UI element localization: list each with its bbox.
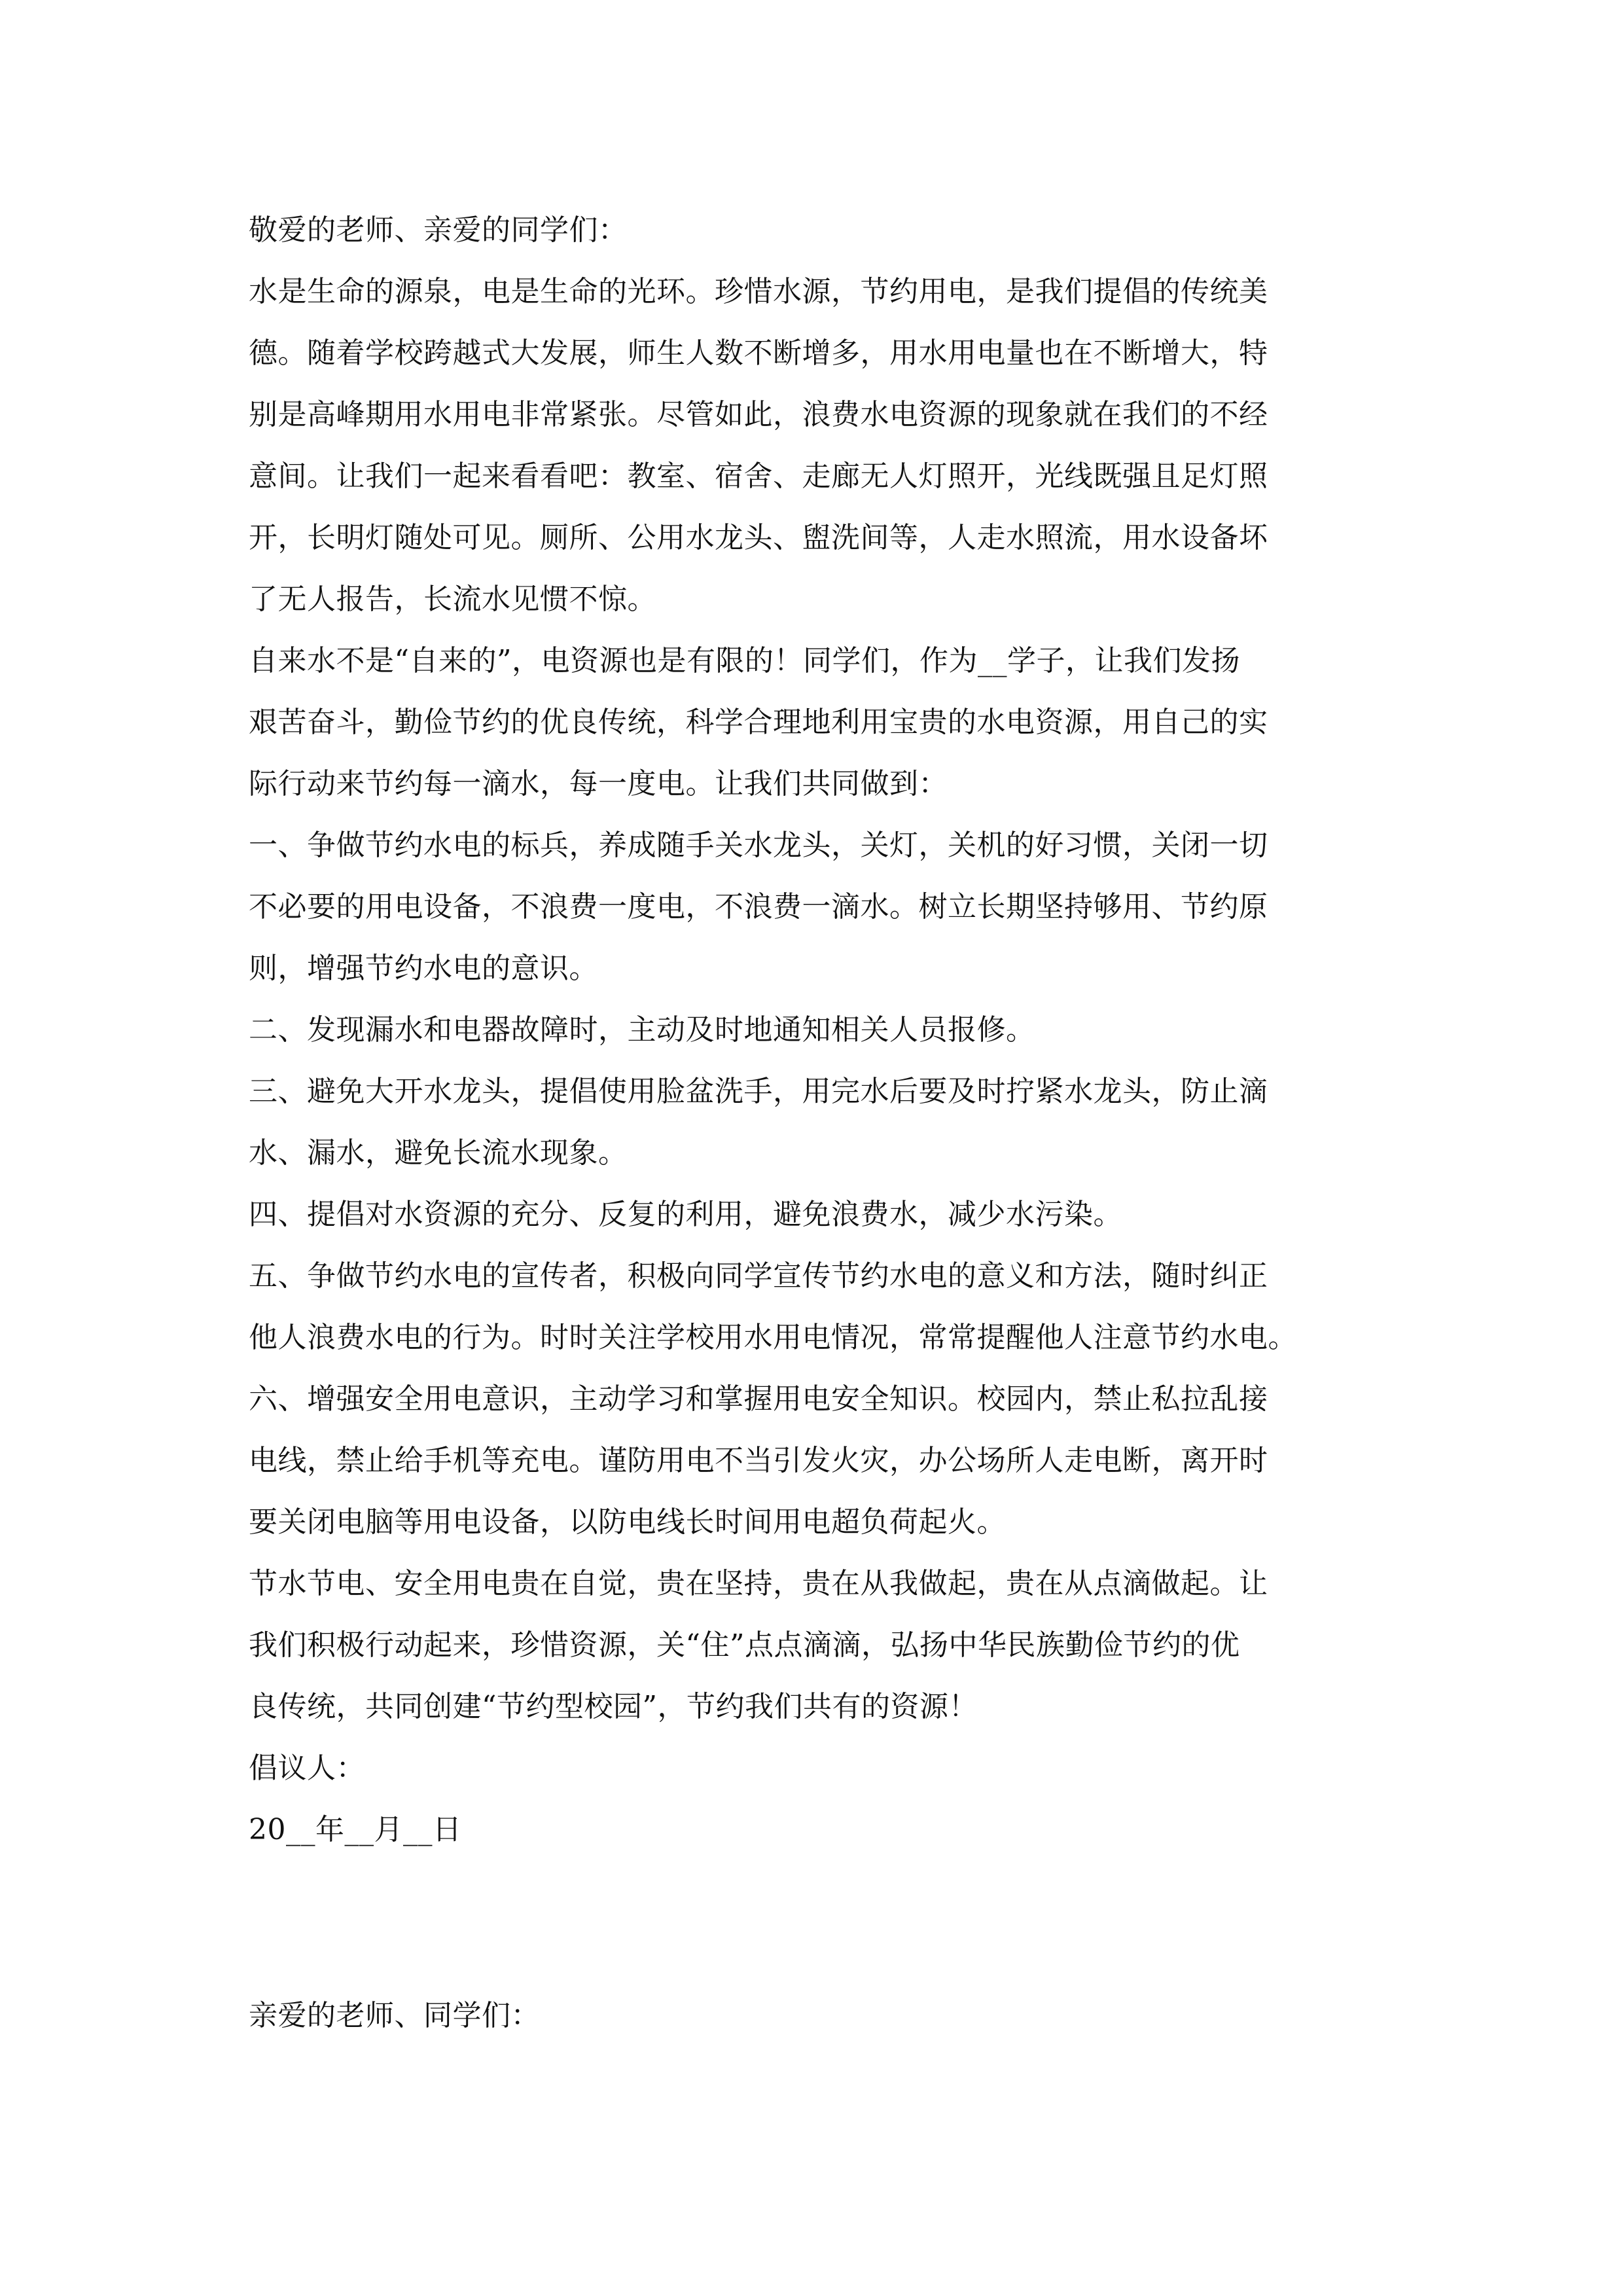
paragraph-line: 四、提倡对水资源的充分、反复的利用，避免浪费水，减少水污染。 — [249, 1198, 1122, 1231]
paragraph-line: 水、漏水，避免长流水现象。 — [249, 1136, 628, 1170]
document-body — [249, 200, 1374, 2047]
item-five — [249, 1246, 1374, 1369]
paragraph-line: 良传统，共同创建“节约型校园”，节约我们共有的资源！ — [249, 1690, 978, 1723]
paragraph-line: 则，增强节约水电的意识。 — [249, 952, 598, 985]
paragraph-line: 一、争做节约水电的标兵，养成随手关水龙头，关灯，关机的好习惯，关闭一切 — [249, 829, 1268, 862]
paragraph-intro — [249, 261, 1374, 630]
paragraph-call — [249, 630, 1374, 815]
paragraph-line: 我们积极行动起来，珍惜资源，关“住”点点滴滴，弘扬中华民族勤俭节约的优 — [249, 1628, 1240, 1662]
paragraph-line: 他人浪费水电的行为。时时关注学校用水用电情况，常常提醒他人注意节约水电。 — [249, 1321, 1297, 1354]
paragraph-line: 节水节电、安全用电贵在自觉，贵在坚持，贵在从我做起，贵在从点滴做起。让 — [249, 1567, 1268, 1600]
paragraph-line: 际行动来节约每一滴水，每一度电。让我们共同做到： — [249, 767, 948, 800]
item-three — [249, 1061, 1374, 1184]
paragraph-line: 自来水不是“自来的”，电资源也是有限的！同学们，作为__学子，让我们发扬 — [249, 644, 1240, 677]
paragraph-line: 不必要的用电设备，不浪费一度电，不浪费一滴水。树立长期坚持够用、节约原 — [249, 890, 1268, 924]
paragraph-line: 德。随着学校跨越式大发展，师生人数不断增多，用水用电量也在不断增大，特 — [249, 336, 1268, 370]
paragraph-line: 五、争做节约水电的宣传者，积极向同学宣传节约水电的意义和方法，随时纠正 — [249, 1259, 1268, 1293]
paragraph-line: 电线，禁止给手机等充电。谨防用电不当引发火灾，办公场所人走电断，离开时 — [249, 1444, 1268, 1477]
paragraph-line: 艰苦奋斗，勤俭节约的优良传统，科学合理地利用宝贵的水电资源，用自己的实 — [249, 706, 1268, 739]
item-two — [249, 999, 1374, 1061]
paragraph-line: 水是生命的源泉，电是生命的光环。珍惜水源，节约用电，是我们提倡的传统美 — [249, 275, 1268, 308]
paragraph-line: 了无人报告，长流水见惯不惊。 — [249, 583, 656, 616]
paragraph-line: 意间。让我们一起来看看吧：教室、宿舍、走廊无人灯照开，光线既强且足灯照 — [249, 459, 1268, 493]
paragraph-line: 开，长明灯随处可见。厕所、公用水龙头、盥洗间等，人走水照流，用水设备坏 — [249, 521, 1268, 554]
greeting: 敬爱的老师、亲爱的同学们： — [249, 213, 628, 247]
item-four — [249, 1184, 1374, 1246]
item-six — [249, 1369, 1374, 1553]
paragraph-line: 别是高峰期用水用电非常紧张。尽管如此，浪费水电资源的现象就在我们的不经 — [249, 398, 1268, 431]
paragraph-line: 要关闭电脑等用电设备，以防电线长时间用电超负荷起火。 — [249, 1505, 1006, 1539]
date-line: 20__年__月__日 — [249, 1813, 462, 1846]
paragraph-line: 六、增强安全用电意识，主动学习和掌握用电安全知识。校园内，禁止私拉乱接 — [249, 1382, 1268, 1416]
paragraph-line: 三、避免大开水龙头，提倡使用脸盆洗手，用完水后要及时拧紧水龙头，防止滴 — [249, 1075, 1268, 1108]
paragraph-line: 二、发现漏水和电器故障时，主动及时地通知相关人员报修。 — [249, 1013, 1035, 1047]
paragraph-closing — [249, 1553, 1374, 1738]
signature-label: 倡议人： — [249, 1751, 365, 1785]
item-one — [249, 815, 1374, 999]
next-greeting: 亲爱的老师、同学们： — [249, 1999, 540, 2032]
section-gap — [249, 1861, 1374, 1985]
